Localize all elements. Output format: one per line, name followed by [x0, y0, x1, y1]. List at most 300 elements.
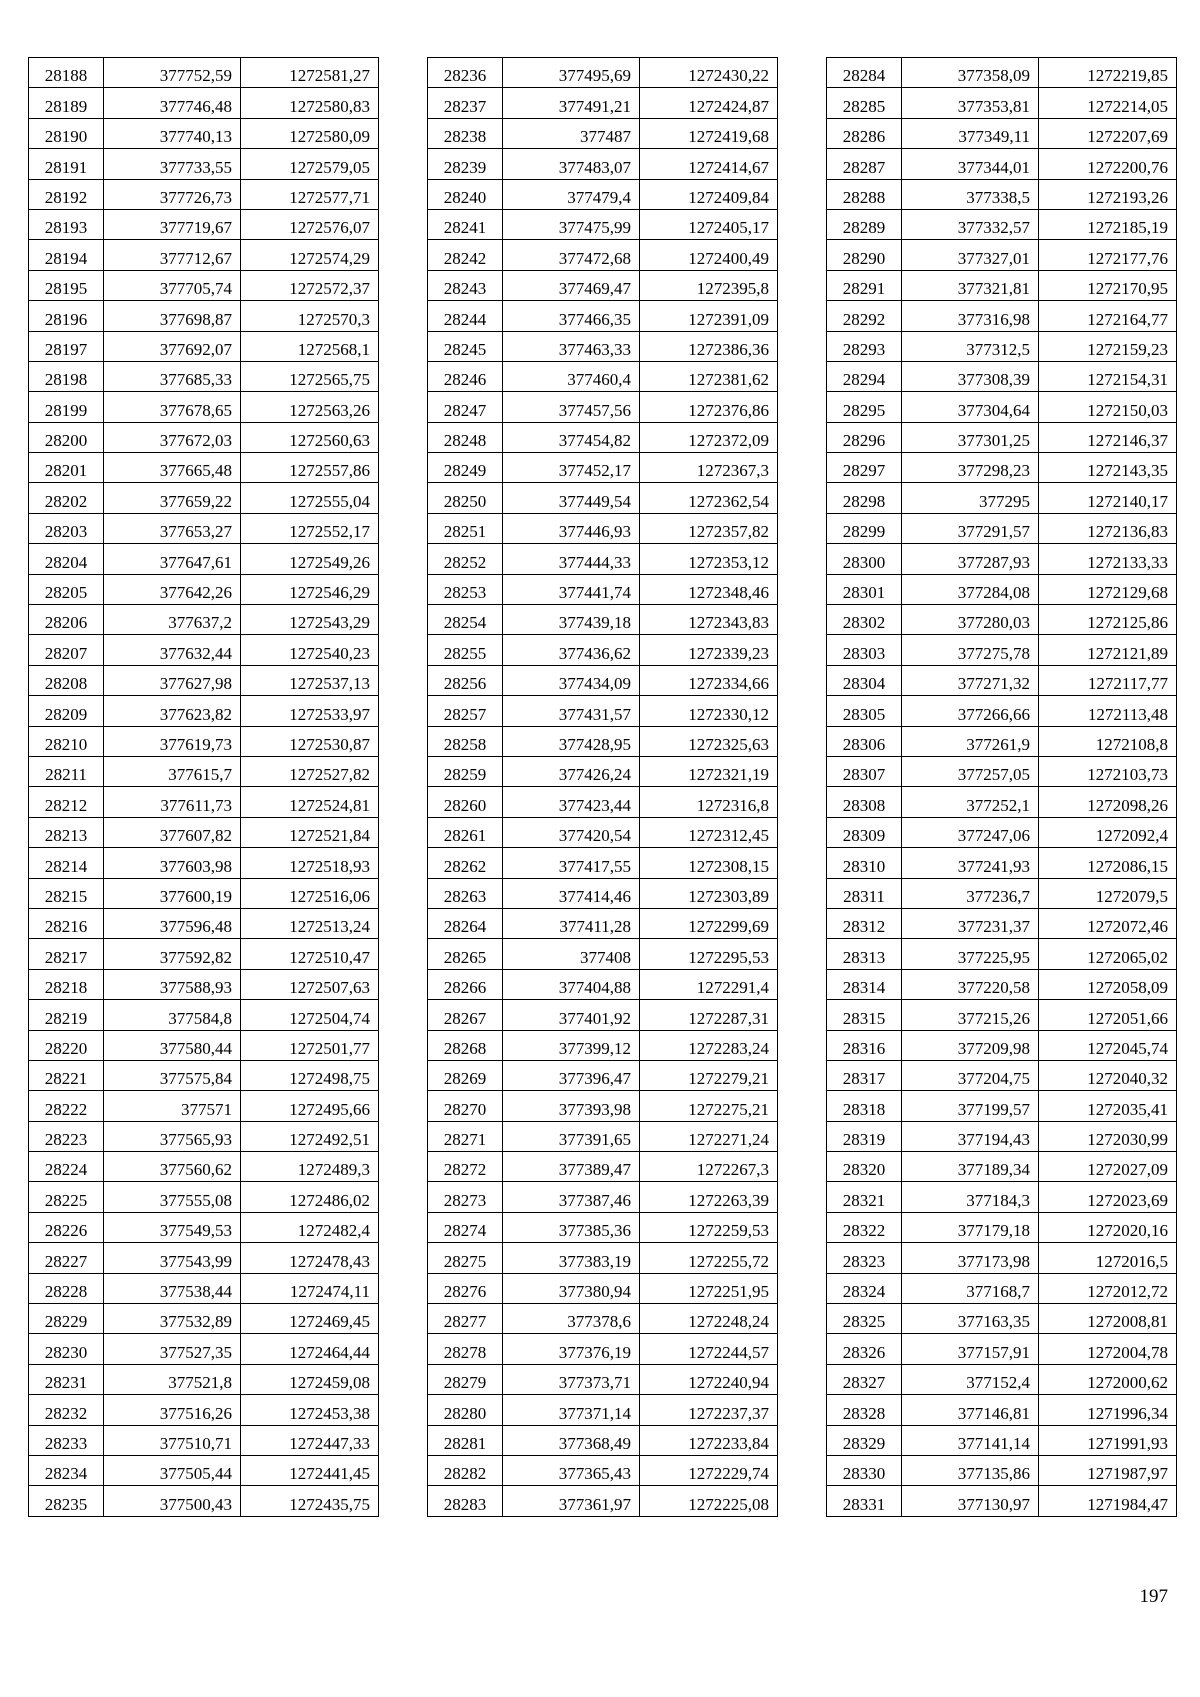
y-coordinate-cell: 1272233,84	[640, 1425, 778, 1455]
x-coordinate-cell: 377632,44	[104, 635, 241, 665]
point-id-cell: 28265	[428, 939, 503, 969]
x-coordinate-cell: 377146,81	[902, 1395, 1039, 1425]
table-row	[428, 908, 778, 938]
point-id-cell: 28270	[428, 1091, 503, 1121]
y-coordinate-cell: 1271991,93	[1039, 1425, 1177, 1455]
table-row	[428, 513, 778, 543]
point-id-cell: 28314	[827, 969, 902, 999]
point-id-cell: 28274	[428, 1212, 503, 1242]
point-id-cell: 28322	[827, 1212, 902, 1242]
x-coordinate-cell: 377236,7	[902, 878, 1039, 908]
point-id-cell: 28324	[827, 1273, 902, 1303]
table-row	[29, 118, 379, 148]
x-coordinate-cell: 377312,5	[902, 331, 1039, 361]
table-row	[827, 1152, 1177, 1182]
table-row	[29, 1212, 379, 1242]
point-id-cell: 28247	[428, 392, 503, 422]
x-coordinate-cell: 377327,01	[902, 240, 1039, 270]
x-coordinate-cell: 377619,73	[104, 726, 241, 756]
y-coordinate-cell: 1272058,09	[1039, 969, 1177, 999]
table-row	[827, 1091, 1177, 1121]
point-id-cell: 28267	[428, 1000, 503, 1030]
table-row	[827, 483, 1177, 513]
point-id-cell: 28248	[428, 422, 503, 452]
x-coordinate-cell: 377135,86	[902, 1455, 1039, 1485]
table-row	[29, 392, 379, 422]
y-coordinate-cell: 1272065,02	[1039, 939, 1177, 969]
y-coordinate-cell: 1272150,03	[1039, 392, 1177, 422]
x-coordinate-cell: 377383,19	[503, 1243, 640, 1273]
x-coordinate-cell: 377220,58	[902, 969, 1039, 999]
point-id-cell: 28261	[428, 817, 503, 847]
x-coordinate-cell: 377371,14	[503, 1395, 640, 1425]
point-id-cell: 28305	[827, 696, 902, 726]
point-id-cell: 28295	[827, 392, 902, 422]
y-coordinate-cell: 1272367,3	[640, 453, 778, 483]
table-row	[827, 1455, 1177, 1485]
y-coordinate-cell: 1272395,8	[640, 270, 778, 300]
point-id-cell: 28199	[29, 392, 104, 422]
table-row	[827, 635, 1177, 665]
x-coordinate-cell: 377428,95	[503, 726, 640, 756]
y-coordinate-cell: 1272012,72	[1039, 1273, 1177, 1303]
x-coordinate-cell: 377637,2	[104, 605, 241, 635]
y-coordinate-cell: 1272546,29	[241, 574, 379, 604]
table-row	[827, 939, 1177, 969]
y-coordinate-cell: 1272353,12	[640, 544, 778, 574]
y-coordinate-cell: 1271984,47	[1039, 1486, 1177, 1516]
table-row	[428, 331, 778, 361]
point-id-cell: 28306	[827, 726, 902, 756]
table-row	[428, 1060, 778, 1090]
point-id-cell: 28188	[29, 58, 104, 88]
y-coordinate-cell: 1272214,05	[1039, 88, 1177, 118]
point-id-cell: 28329	[827, 1425, 902, 1455]
table-row	[827, 817, 1177, 847]
y-coordinate-cell: 1272572,37	[241, 270, 379, 300]
x-coordinate-cell: 377295	[902, 483, 1039, 513]
point-id-cell: 28285	[827, 88, 902, 118]
point-id-cell: 28254	[428, 605, 503, 635]
y-coordinate-cell: 1272200,76	[1039, 149, 1177, 179]
point-id-cell: 28205	[29, 574, 104, 604]
point-id-cell: 28302	[827, 605, 902, 635]
y-coordinate-cell: 1272560,63	[241, 422, 379, 452]
point-id-cell: 28279	[428, 1364, 503, 1394]
table-row	[29, 787, 379, 817]
y-coordinate-cell: 1272133,33	[1039, 544, 1177, 574]
table-row	[29, 483, 379, 513]
y-coordinate-cell: 1272244,57	[640, 1334, 778, 1364]
y-coordinate-cell: 1272164,77	[1039, 301, 1177, 331]
point-id-cell: 28244	[428, 301, 503, 331]
x-coordinate-cell: 377408	[503, 939, 640, 969]
point-id-cell: 28277	[428, 1304, 503, 1334]
y-coordinate-cell: 1272263,39	[640, 1182, 778, 1212]
table-row	[29, 756, 379, 786]
table-row	[428, 1152, 778, 1182]
table-row	[29, 817, 379, 847]
y-coordinate-cell: 1272079,5	[1039, 878, 1177, 908]
point-id-cell: 28315	[827, 1000, 902, 1030]
table-row	[428, 88, 778, 118]
table-row	[29, 726, 379, 756]
x-coordinate-cell: 377225,95	[902, 939, 1039, 969]
y-coordinate-cell: 1272170,95	[1039, 270, 1177, 300]
x-coordinate-cell: 377389,47	[503, 1152, 640, 1182]
x-coordinate-cell: 377426,24	[503, 756, 640, 786]
point-id-cell: 28312	[827, 908, 902, 938]
point-id-cell: 28325	[827, 1304, 902, 1334]
x-coordinate-cell: 377298,23	[902, 453, 1039, 483]
x-coordinate-cell: 377571	[104, 1091, 241, 1121]
point-id-cell: 28275	[428, 1243, 503, 1273]
point-id-cell: 28216	[29, 908, 104, 938]
y-coordinate-cell: 1272129,68	[1039, 574, 1177, 604]
y-coordinate-cell: 1272513,24	[241, 908, 379, 938]
y-coordinate-cell: 1272072,46	[1039, 908, 1177, 938]
y-coordinate-cell: 1272504,74	[241, 1000, 379, 1030]
x-coordinate-cell: 377189,34	[902, 1152, 1039, 1182]
table-row	[428, 1304, 778, 1334]
table-row	[827, 422, 1177, 452]
y-coordinate-cell: 1272248,24	[640, 1304, 778, 1334]
y-coordinate-cell: 1272552,17	[241, 513, 379, 543]
x-coordinate-cell: 377588,93	[104, 969, 241, 999]
y-coordinate-cell: 1272372,09	[640, 422, 778, 452]
x-coordinate-cell: 377380,94	[503, 1273, 640, 1303]
y-coordinate-cell: 1272574,29	[241, 240, 379, 270]
table-row	[428, 118, 778, 148]
y-coordinate-cell: 1272004,78	[1039, 1334, 1177, 1364]
point-id-cell: 28193	[29, 209, 104, 239]
point-id-cell: 28198	[29, 361, 104, 391]
point-id-cell: 28287	[827, 149, 902, 179]
y-coordinate-cell: 1272441,45	[241, 1455, 379, 1485]
table-row	[827, 361, 1177, 391]
point-id-cell: 28237	[428, 88, 503, 118]
point-id-cell: 28282	[428, 1455, 503, 1485]
point-id-cell: 28189	[29, 88, 104, 118]
y-coordinate-cell: 1272343,83	[640, 605, 778, 635]
table-row	[29, 1273, 379, 1303]
y-coordinate-cell: 1272143,35	[1039, 453, 1177, 483]
table-row	[29, 270, 379, 300]
x-coordinate-cell: 377436,62	[503, 635, 640, 665]
point-id-cell: 28238	[428, 118, 503, 148]
x-coordinate-cell: 377642,26	[104, 574, 241, 604]
x-coordinate-cell: 377516,26	[104, 1395, 241, 1425]
table-row	[428, 270, 778, 300]
y-coordinate-cell: 1272040,32	[1039, 1060, 1177, 1090]
y-coordinate-cell: 1272492,51	[241, 1121, 379, 1151]
point-id-cell: 28232	[29, 1395, 104, 1425]
y-coordinate-cell: 1272521,84	[241, 817, 379, 847]
point-id-cell: 28249	[428, 453, 503, 483]
x-coordinate-cell: 377510,71	[104, 1425, 241, 1455]
x-coordinate-cell: 377532,89	[104, 1304, 241, 1334]
point-id-cell: 28257	[428, 696, 503, 726]
table-row	[827, 848, 1177, 878]
x-coordinate-cell: 377141,14	[902, 1425, 1039, 1455]
x-coordinate-cell: 377712,67	[104, 240, 241, 270]
x-coordinate-cell: 377179,18	[902, 1212, 1039, 1242]
table-row	[827, 1273, 1177, 1303]
x-coordinate-cell: 377580,44	[104, 1030, 241, 1060]
point-id-cell: 28240	[428, 179, 503, 209]
x-coordinate-cell: 377500,43	[104, 1486, 241, 1516]
table-row	[827, 574, 1177, 604]
point-id-cell: 28200	[29, 422, 104, 452]
y-coordinate-cell: 1272381,62	[640, 361, 778, 391]
x-coordinate-cell: 377338,5	[902, 179, 1039, 209]
point-id-cell: 28227	[29, 1243, 104, 1273]
point-id-cell: 28280	[428, 1395, 503, 1425]
x-coordinate-cell: 377538,44	[104, 1273, 241, 1303]
table-row	[428, 301, 778, 331]
y-coordinate-cell: 1272540,23	[241, 635, 379, 665]
y-coordinate-cell: 1272530,87	[241, 726, 379, 756]
table-row	[827, 908, 1177, 938]
x-coordinate-cell: 377698,87	[104, 301, 241, 331]
x-coordinate-cell: 377603,98	[104, 848, 241, 878]
y-coordinate-cell: 1272117,77	[1039, 665, 1177, 695]
y-coordinate-cell: 1272008,81	[1039, 1304, 1177, 1334]
table-row	[29, 1152, 379, 1182]
point-id-cell: 28268	[428, 1030, 503, 1060]
table-row	[428, 149, 778, 179]
x-coordinate-cell: 377308,39	[902, 361, 1039, 391]
y-coordinate-cell: 1272316,8	[640, 787, 778, 817]
point-id-cell: 28208	[29, 665, 104, 695]
y-coordinate-cell: 1272435,75	[241, 1486, 379, 1516]
y-coordinate-cell: 1272113,48	[1039, 696, 1177, 726]
point-id-cell: 28318	[827, 1091, 902, 1121]
y-coordinate-cell: 1272108,8	[1039, 726, 1177, 756]
y-coordinate-cell: 1272570,3	[241, 301, 379, 331]
x-coordinate-cell: 377423,44	[503, 787, 640, 817]
point-id-cell: 28245	[428, 331, 503, 361]
x-coordinate-cell: 377665,48	[104, 453, 241, 483]
y-coordinate-cell: 1272576,07	[241, 209, 379, 239]
table-row	[428, 1243, 778, 1273]
y-coordinate-cell: 1272295,53	[640, 939, 778, 969]
y-coordinate-cell: 1272027,09	[1039, 1152, 1177, 1182]
y-coordinate-cell: 1272177,76	[1039, 240, 1177, 270]
table-row	[428, 1121, 778, 1151]
x-coordinate-cell: 377449,54	[503, 483, 640, 513]
x-coordinate-cell: 377378,6	[503, 1304, 640, 1334]
x-coordinate-cell: 377252,1	[902, 787, 1039, 817]
x-coordinate-cell: 377257,05	[902, 756, 1039, 786]
table-row	[827, 240, 1177, 270]
y-coordinate-cell: 1272362,54	[640, 483, 778, 513]
table-row	[827, 1212, 1177, 1242]
point-id-cell: 28236	[428, 58, 503, 88]
x-coordinate-cell: 377301,25	[902, 422, 1039, 452]
table-row	[428, 817, 778, 847]
point-id-cell: 28215	[29, 878, 104, 908]
point-id-cell: 28288	[827, 179, 902, 209]
y-coordinate-cell: 1272255,72	[640, 1243, 778, 1273]
table-row	[428, 483, 778, 513]
y-coordinate-cell: 1272430,22	[640, 58, 778, 88]
coordinate-table-body	[827, 58, 1177, 1517]
point-id-cell: 28212	[29, 787, 104, 817]
x-coordinate-cell: 377705,74	[104, 270, 241, 300]
table-row	[428, 787, 778, 817]
y-coordinate-cell: 1272405,17	[640, 209, 778, 239]
x-coordinate-cell: 377659,22	[104, 483, 241, 513]
y-coordinate-cell: 1272549,26	[241, 544, 379, 574]
table-row	[827, 88, 1177, 118]
point-id-cell: 28320	[827, 1152, 902, 1182]
point-id-cell: 28284	[827, 58, 902, 88]
x-coordinate-cell: 377316,98	[902, 301, 1039, 331]
y-coordinate-cell: 1272193,26	[1039, 179, 1177, 209]
x-coordinate-cell: 377460,4	[503, 361, 640, 391]
table-row	[827, 209, 1177, 239]
point-id-cell: 28281	[428, 1425, 503, 1455]
point-id-cell: 28262	[428, 848, 503, 878]
point-id-cell: 28283	[428, 1486, 503, 1516]
y-coordinate-cell: 1272251,95	[640, 1273, 778, 1303]
point-id-cell: 28195	[29, 270, 104, 300]
table-row	[428, 939, 778, 969]
table-row	[29, 1091, 379, 1121]
x-coordinate-cell: 377391,65	[503, 1121, 640, 1151]
x-coordinate-cell: 377607,82	[104, 817, 241, 847]
x-coordinate-cell: 377746,48	[104, 88, 241, 118]
point-id-cell: 28219	[29, 1000, 104, 1030]
y-coordinate-cell: 1272279,21	[640, 1060, 778, 1090]
table-row	[29, 1486, 379, 1516]
x-coordinate-cell: 377647,61	[104, 544, 241, 574]
y-coordinate-cell: 1272464,44	[241, 1334, 379, 1364]
table-row	[428, 1182, 778, 1212]
table-row	[428, 1273, 778, 1303]
point-id-cell: 28203	[29, 513, 104, 543]
table-row	[428, 726, 778, 756]
x-coordinate-cell: 377173,98	[902, 1243, 1039, 1273]
point-id-cell: 28229	[29, 1304, 104, 1334]
x-coordinate-cell: 377247,06	[902, 817, 1039, 847]
table-row	[29, 544, 379, 574]
x-coordinate-cell: 377199,57	[902, 1091, 1039, 1121]
point-id-cell: 28253	[428, 574, 503, 604]
x-coordinate-cell: 377623,82	[104, 696, 241, 726]
y-coordinate-cell: 1272159,23	[1039, 331, 1177, 361]
x-coordinate-cell: 377358,09	[902, 58, 1039, 88]
y-coordinate-cell: 1272348,46	[640, 574, 778, 604]
table-row	[29, 574, 379, 604]
point-id-cell: 28194	[29, 240, 104, 270]
table-row	[29, 240, 379, 270]
x-coordinate-cell: 377596,48	[104, 908, 241, 938]
x-coordinate-cell: 377194,43	[902, 1121, 1039, 1151]
point-id-cell: 28286	[827, 118, 902, 148]
x-coordinate-cell: 377376,19	[503, 1334, 640, 1364]
table-row	[827, 270, 1177, 300]
point-id-cell: 28224	[29, 1152, 104, 1182]
point-id-cell: 28290	[827, 240, 902, 270]
table-row	[428, 1455, 778, 1485]
x-coordinate-cell: 377385,36	[503, 1212, 640, 1242]
table-row	[827, 1121, 1177, 1151]
point-id-cell: 28301	[827, 574, 902, 604]
x-coordinate-cell: 377444,33	[503, 544, 640, 574]
x-coordinate-cell: 377420,54	[503, 817, 640, 847]
table-row	[29, 1121, 379, 1151]
x-coordinate-cell: 377266,66	[902, 696, 1039, 726]
x-coordinate-cell: 377431,57	[503, 696, 640, 726]
table-row	[29, 1334, 379, 1364]
y-coordinate-cell: 1272376,86	[640, 392, 778, 422]
y-coordinate-cell: 1272303,89	[640, 878, 778, 908]
y-coordinate-cell: 1272568,1	[241, 331, 379, 361]
x-coordinate-cell: 377344,01	[902, 149, 1039, 179]
y-coordinate-cell: 1272308,15	[640, 848, 778, 878]
x-coordinate-cell: 377685,33	[104, 361, 241, 391]
x-coordinate-cell: 377441,74	[503, 574, 640, 604]
table-row	[428, 756, 778, 786]
y-coordinate-cell: 1272510,47	[241, 939, 379, 969]
point-id-cell: 28241	[428, 209, 503, 239]
x-coordinate-cell: 377446,93	[503, 513, 640, 543]
point-id-cell: 28235	[29, 1486, 104, 1516]
y-coordinate-cell: 1272495,66	[241, 1091, 379, 1121]
point-id-cell: 28190	[29, 118, 104, 148]
x-coordinate-cell: 377209,98	[902, 1030, 1039, 1060]
point-id-cell: 28319	[827, 1121, 902, 1151]
table-row	[827, 1030, 1177, 1060]
table-row	[29, 878, 379, 908]
table-row	[428, 848, 778, 878]
point-id-cell: 28330	[827, 1455, 902, 1485]
table-row	[428, 605, 778, 635]
table-row	[428, 392, 778, 422]
table-row	[827, 118, 1177, 148]
x-coordinate-cell: 377280,03	[902, 605, 1039, 635]
point-id-cell: 28255	[428, 635, 503, 665]
table-row	[428, 1000, 778, 1030]
x-coordinate-cell: 377615,7	[104, 756, 241, 786]
x-coordinate-cell: 377653,27	[104, 513, 241, 543]
x-coordinate-cell: 377479,4	[503, 179, 640, 209]
y-coordinate-cell: 1272267,3	[640, 1152, 778, 1182]
y-coordinate-cell: 1272092,4	[1039, 817, 1177, 847]
table-row	[428, 969, 778, 999]
table-row	[827, 301, 1177, 331]
y-coordinate-cell: 1272424,87	[640, 88, 778, 118]
y-coordinate-cell: 1272103,73	[1039, 756, 1177, 786]
x-coordinate-cell: 377627,98	[104, 665, 241, 695]
y-coordinate-cell: 1272580,83	[241, 88, 379, 118]
point-id-cell: 28266	[428, 969, 503, 999]
point-id-cell: 28310	[827, 848, 902, 878]
x-coordinate-cell: 377393,98	[503, 1091, 640, 1121]
point-id-cell: 28278	[428, 1334, 503, 1364]
x-coordinate-cell: 377491,21	[503, 88, 640, 118]
x-coordinate-cell: 377495,69	[503, 58, 640, 88]
x-coordinate-cell: 377387,46	[503, 1182, 640, 1212]
table-row	[29, 1243, 379, 1273]
y-coordinate-cell: 1272565,75	[241, 361, 379, 391]
point-id-cell: 28217	[29, 939, 104, 969]
x-coordinate-cell: 377373,71	[503, 1364, 640, 1394]
table-row	[827, 1364, 1177, 1394]
y-coordinate-cell: 1272334,66	[640, 665, 778, 695]
